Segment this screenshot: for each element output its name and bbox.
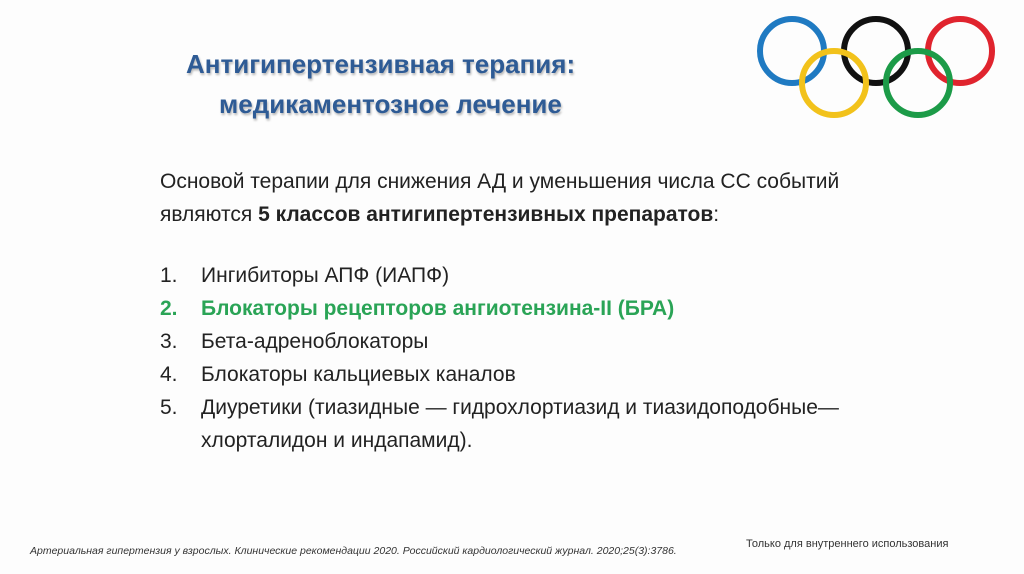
list-item-text: Бета-адреноблокаторы <box>201 330 429 353</box>
green-ring-icon <box>886 51 950 115</box>
drug-class-list <box>160 259 900 457</box>
list-item-text: Блокаторы кальциевых каналов <box>201 363 516 386</box>
olympic-rings-logo <box>754 14 998 120</box>
intro-bold: 5 классов антигипертензивных препаратов <box>258 203 714 226</box>
list-item-text: Блокаторы рецепторов ангиотензина-II (БРА) <box>201 297 675 320</box>
list-item-number: 1. <box>160 264 178 287</box>
list-item-text: Диуретики (тиазидные — гидрохлортиазид и тиазидоподобные— хлорталидон и индапамид). <box>201 396 839 452</box>
list-item <box>160 358 900 391</box>
yellow-ring-icon <box>802 51 866 115</box>
slide-title <box>186 44 575 124</box>
intro-text: Основой терапии для снижения АД и уменьшения числа СС событий являются <box>160 170 840 226</box>
list-item-number: 4. <box>160 363 178 386</box>
citation-footnote: Артериальная гипертензия у взрослых. Клинические рекомендации 2020. Российский кардиологический журнал. 2020;25(3):3786. <box>30 545 677 557</box>
intro-paragraph <box>160 165 890 231</box>
red-ring-icon <box>928 19 992 83</box>
list-item <box>160 259 900 292</box>
intro-colon: : <box>713 203 720 226</box>
title-line-1: Антигипертензивная терапия: <box>186 49 576 79</box>
list-item-number: 3. <box>160 330 178 353</box>
list-item-number: 5. <box>160 396 178 419</box>
list-item-number: 2. <box>160 297 178 320</box>
list-item <box>160 391 900 457</box>
list-item-text: Ингибиторы АПФ (ИАПФ) <box>201 264 450 287</box>
black-ring-icon <box>844 19 908 83</box>
list-item <box>160 325 900 358</box>
title-line-2: медикаментозное лечение <box>219 89 562 119</box>
list-item-highlighted <box>160 292 900 325</box>
blue-ring-icon <box>760 19 824 83</box>
internal-use-note: Только для внутреннего использования <box>746 538 949 550</box>
